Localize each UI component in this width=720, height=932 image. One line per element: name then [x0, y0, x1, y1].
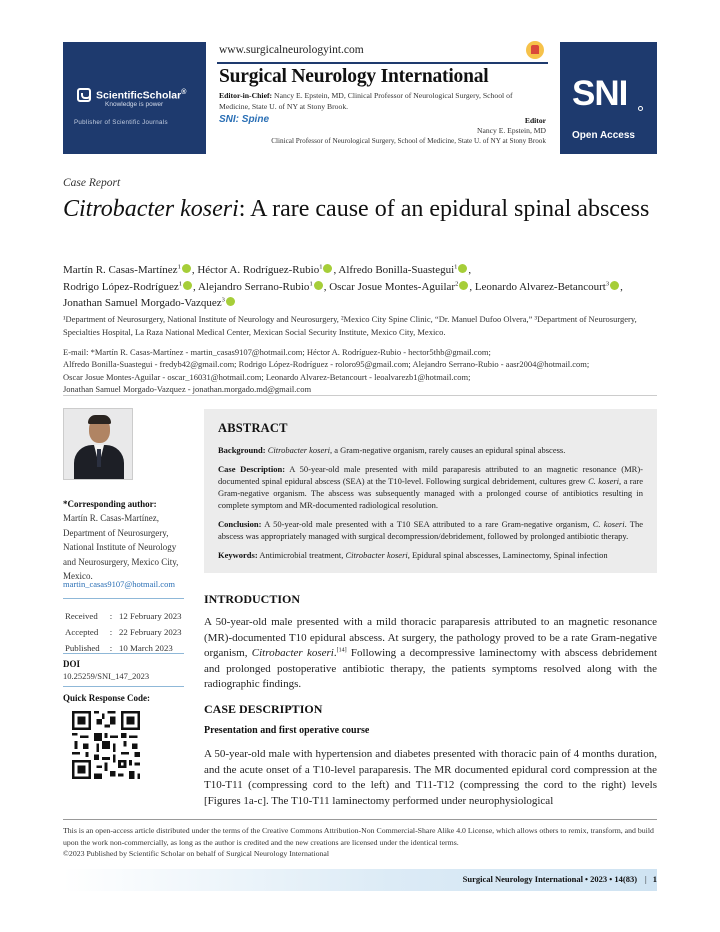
section-name: SNI: Spine — [219, 114, 270, 125]
journal-title: Surgical Neurology International — [219, 66, 489, 87]
author[interactable]: Rodrigo López-Rodríguez$^1$ — [63, 279, 183, 293]
abstract-heading: ABSTRACT — [218, 421, 288, 435]
journal-url[interactable]: www.surgicalneurologyint.com — [219, 44, 364, 56]
orcid-icon[interactable] — [323, 264, 332, 273]
author-photo — [63, 408, 133, 480]
author[interactable]: Martín R. Casas-Martínez$^1$ — [63, 263, 181, 276]
publication-dates: Received : 12 February 2023 Accepted : 22 February 2023 Published : 10 March 2023 — [65, 611, 182, 654]
author[interactable]: Alejandro Serrano-Rubio$^1$ — [197, 279, 313, 293]
case-paragraph: A 50-year-old male with hypertension and diabetes presented with thoracic pain of 4 months duration, and the acute onset of a T10-level paraparesis. The MR documented epidural cord compression at the T10-T11 (compressing cord to the left) and T11-T12 (compressing the cord to the right) levels [Figures 1a-c]. The T10-T11 laminectomy performed under neurophysiological — [204, 748, 657, 807]
email-line: Jonathan Samuel Morgado-Vazquez - jonathan.morgado.md@gmail.com — [63, 383, 312, 394]
publisher-tagline: Knowledge is power — [105, 101, 164, 108]
abstract-conclusion: Conclusion: A 50-year-old male presented with a T10 SEA attributed to a rare Gram-negative organism, C. koseri. The abscess was appropriately managed with surgical decompression/debridement, followed by prolonged antibiotic therapy. — [218, 519, 643, 542]
open-access-label: Open Access — [572, 130, 635, 141]
footer-rule — [63, 819, 657, 820]
corresponding-author: *Corresponding author: Martín R. Casas-Martínez, Department of Neurosurgery, National Institute of Neurology and Neurosurgery, Mexico City, Mexico. — [63, 499, 179, 581]
orcid-icon[interactable] — [183, 281, 192, 290]
qr-code-icon[interactable] — [72, 711, 140, 779]
author-emails — [63, 346, 663, 395]
registered-mark-icon — [638, 106, 643, 111]
affiliations: ¹Department of Neurosurgery, National Institute of Neurology and Neurosurgery, ²Mexico City Spine Clinic, “Dr. Manuel Dufoo Olvera,” ³Department of Neurosurgery, Specialties Hospital, La Raza National Medical Center, Mexican Social Security Institute, Mexico City, Mexico. — [63, 314, 637, 337]
orcid-icon[interactable] — [314, 281, 323, 290]
publisher-brand: ScientificScholar® — [96, 89, 187, 102]
page-number: 1 — [652, 874, 657, 884]
abstract-keywords: Keywords: Antimicrobial treatment, Citrobacter koseri, Epidural spinal abscesses, Laminectomy, Spinal infection — [218, 550, 608, 561]
orcid-icon[interactable] — [182, 264, 191, 273]
author[interactable]: Leonardo Alvarez-Betancourt$^3$ — [474, 279, 610, 293]
sidebar-divider — [63, 653, 184, 654]
corresponding-email-link[interactable]: martin_casas9107@hotmail.com — [63, 579, 175, 589]
editor-in-chief: Editor-in-Chief: Nancy E. Epstein, MD, Clinical Professor of Neurological Surgery, School of Medicine, State U. of NY at Stony Brook. — [219, 91, 513, 111]
publisher-logo-block — [63, 42, 206, 154]
sidebar-divider — [63, 598, 184, 599]
author[interactable]: Alfredo Bonilla-Suastegui$^1$ — [338, 263, 458, 276]
author-list: Martín R. Casas-Martínez$^1$ , Héctor A. Rodríguez-Rubio$^1$ , Alfredo Bonilla-Suastegui$^1$ , Rodrigo López-Rodríguez$^1$ , Alejandro Serrano-Rubio$^1$ , Oscar Josue Montes-Aguilar$^2$ , Leonardo Alvarez-Betancourt$^3$ , Jonathan Samuel Morgado-Vazquez$^3$ — [63, 263, 623, 309]
author[interactable]: Oscar Josue Montes-Aguilar$^2$ — [329, 279, 459, 293]
orcid-icon[interactable] — [459, 281, 468, 290]
article-title: Citrobacter koseri: A rare cause of an epidural spinal abscess — [63, 196, 650, 222]
case-subheading: Presentation and first operative course — [204, 725, 370, 736]
scientific-scholar-logo-icon — [77, 88, 91, 102]
email-line: E-mail: *Martín R. Casas-Martínez - martin_casas9107@hotmail.com; Héctor A. Rodríguez-Rubio - hector5thb@gmail.com; — [63, 347, 491, 357]
article-type: Case Report — [63, 177, 121, 189]
editor-name: Nancy E. Epstein, MD — [477, 126, 546, 135]
doi-link[interactable]: 10.25259/SNI_147_2023 — [63, 671, 150, 681]
editor-affiliation: Clinical Professor of Neurological Surgery, School of Medicine, State U. of NY at Stony Brook — [271, 137, 546, 145]
author[interactable]: Jonathan Samuel Morgado-Vazquez$^3$ — [63, 296, 225, 309]
email-line: Alfredo Bonilla-Suastegui - fredyb42@gmail.com; Rodrigo López-Rodríguez - roloro95@gmail.com; Alejandro Serrano-Rubio - aasr2004@hotmail.com; — [63, 359, 590, 370]
orcid-icon[interactable] — [458, 264, 467, 273]
header-rule — [217, 62, 548, 64]
introduction-paragraph: A 50-year-old male presented with a mild thoracic paraparesis attributed to an magnetic resonance (MR)-documented T10 epidural abscess. At surgery, the pathology proved to be a rate Gram-negative organism, Citrobacter koseri.[14] Following a decompressive laminectomy with abscess debridement and prolonged postoperative antibiotic therapy, the patients symptoms resolved along with the radiographic findings. — [204, 616, 658, 691]
email-line: Oscar Josue Montes-Aguilar - oscar_16031@hotmail.com; Leonardo Alvarez-Betancourt - leoalvarezb1@hotmail.com; — [63, 371, 471, 382]
author[interactable]: Héctor A. Rodríguez-Rubio$^1$ — [197, 263, 323, 276]
orcid-icon[interactable] — [226, 297, 235, 306]
abstract-background: Background: Citrobacter koseri, a Gram-negative organism, rarely causes an epidural spinal abscess. — [218, 445, 566, 455]
sidebar-divider — [63, 686, 184, 687]
introduction-heading: INTRODUCTION — [204, 592, 301, 606]
case-description-heading: CASE DESCRIPTION — [204, 702, 323, 716]
abstract-case-description: Case Description: A 50-year-old male presented with mild paraparesis attributed to an magnetic resonance (MR)-documented spinal epidural abscess (SEA) at the T10-level. Following surgical debridement, cultures grew C. koseri, a rare Gram-negative organism. The abscess was subsequently managed with a prolonged course of antibiotics resulting in complete symptom and MR-documented radiological resolution. — [218, 464, 644, 511]
doi-label: DOI — [63, 659, 81, 669]
orcid-icon[interactable] — [610, 281, 619, 290]
section-divider — [63, 395, 657, 396]
publisher-line: Publisher of Scientific Journals — [74, 119, 168, 126]
crossmark-icon[interactable] — [526, 41, 544, 59]
editor-label: Editor — [524, 116, 546, 125]
qr-label: Quick Response Code: — [63, 693, 151, 703]
footer-citation: Surgical Neurology International • 2023 • 14(83) | 1 — [462, 874, 657, 884]
sni-logo: SNI — [572, 74, 628, 113]
abstract-box — [204, 409, 657, 573]
license-notice: This is an open-access article distributed under the terms of the Creative Commons Attribution-Non Commercial-Share Alike 4.0 License, which allows others to remix, transform, and build upon the work non-commercially, as long as the author is credited and the new creations are licensed under the identical terms. ©2023 Published by Scientific Scholar on behalf of Surgical Neurology International — [63, 826, 654, 859]
